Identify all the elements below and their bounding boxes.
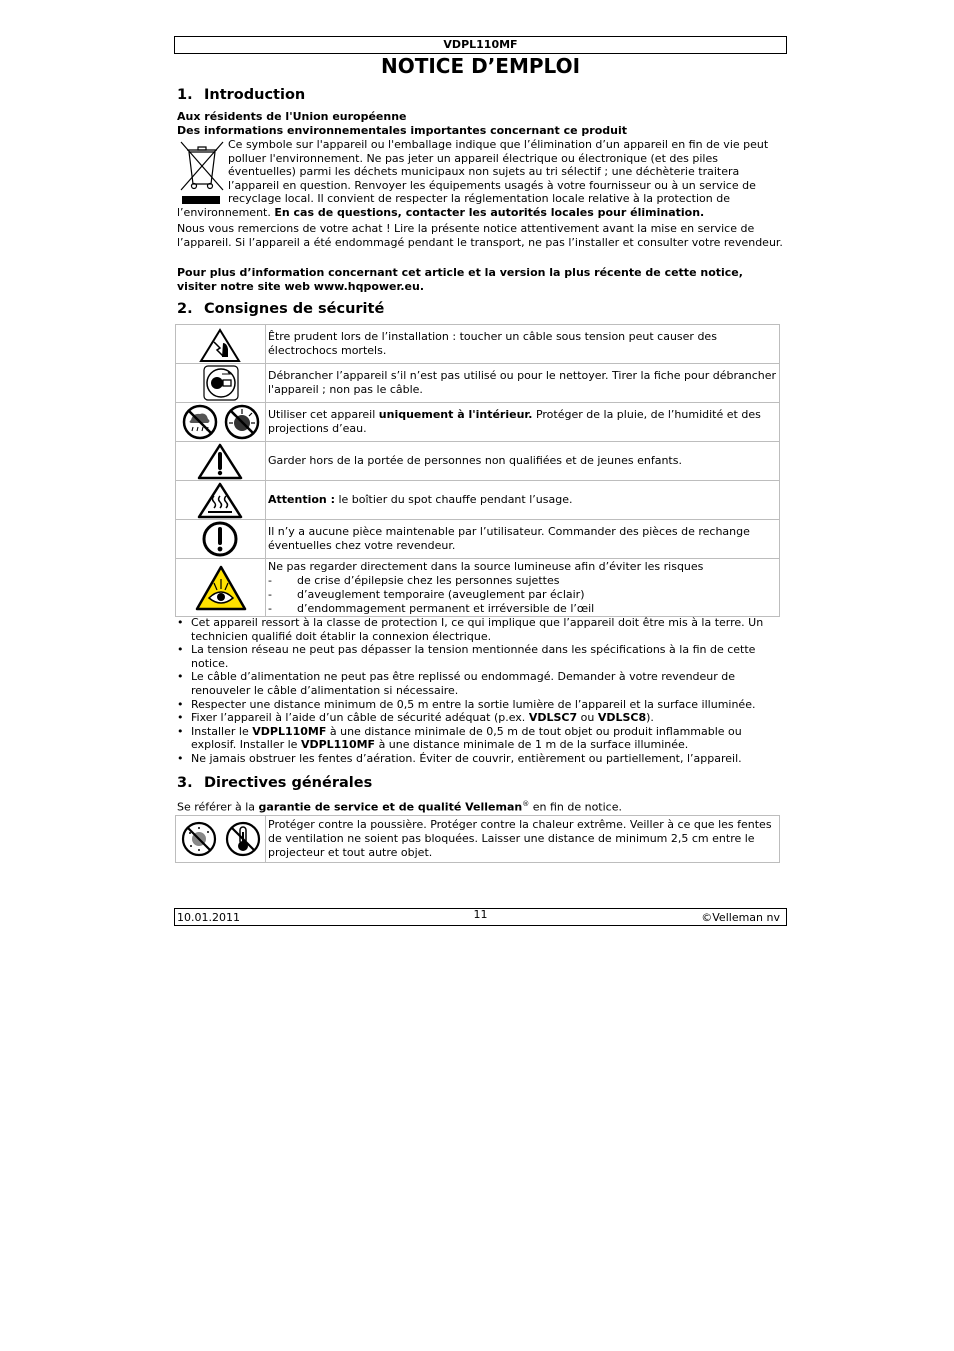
safety-row <box>176 325 780 364</box>
unplug-icon <box>176 364 266 403</box>
section-number: 2. <box>177 301 193 317</box>
bullet-bold: VDPL110MF <box>252 724 327 738</box>
list-item: • Respecter une distance minimum de 0,5 m entre la sortie lumière de l’appareil et la surface illuminée. <box>177 698 783 712</box>
dash: - <box>268 574 272 587</box>
safety-row <box>176 364 780 403</box>
dash: - <box>268 602 272 615</box>
list-item: • Cet appareil ressort à la classe de protection I, ce qui implique que l’appareil doit être mis à la terre. Un technicien qualifié doit établir la connexion électrique. <box>177 616 783 643</box>
eye-risk-item: d’endommagement permanent et irréversible de l’œil <box>297 602 595 615</box>
general-text: Protéger contre la poussière. Protéger contre la chaleur extrême. Veiller à ce que les fentes de ventilation ne soient pas bloquées. Laisser une distance de minimum 2,5 cm entre le projecteur et tout autre objet. <box>266 816 780 863</box>
safety-row <box>176 559 780 617</box>
header-model: VDPL110MF <box>174 36 787 54</box>
warranty-pre: Se référer à la <box>177 800 259 814</box>
eye-danger-icon <box>176 559 266 617</box>
footer <box>174 908 787 926</box>
bullet-text: Installer le <box>191 724 253 738</box>
safety-text: Garder hors de la portée de personnes non qualifiées et de jeunes enfants. <box>266 442 780 481</box>
safety-bullets <box>177 616 783 766</box>
section-general-heading <box>177 774 372 792</box>
safety-row <box>176 520 780 559</box>
section-title: Consignes de sécurité <box>204 301 385 317</box>
safety-table <box>175 324 780 617</box>
list-item: • Le câble d’alimentation ne peut pas être replissé ou endommagé. Demander à votre revendeur de renouveler le câble d’alimentation si nécessaire. <box>177 670 783 697</box>
list-item <box>177 711 783 725</box>
more-info-paragraph: Pour plus d’information concernant cet article et la version la plus récente de cette notice, visiter notre site web www.hqpower.eu. <box>177 266 743 293</box>
footer-date: 10.01.2011 <box>177 911 240 924</box>
safety-text <box>266 481 780 520</box>
general-row <box>176 816 780 863</box>
safety-text-bold: Attention : <box>268 493 335 506</box>
warning-triangle-icon <box>176 442 266 481</box>
safety-text: Être prudent lors de l’installation : toucher un câble sous tension peut causer des électrochocs mortels. <box>266 325 780 364</box>
warranty-post: en fin de notice. <box>529 800 622 814</box>
hot-surface-icon <box>176 481 266 520</box>
section-number: 1. <box>177 87 193 103</box>
section-intro-heading <box>177 86 305 104</box>
no-serviceable-parts-icon <box>176 520 266 559</box>
eye-risk-item: d’aveuglement temporaire (aveuglement par éclair) <box>297 588 585 601</box>
safety-row <box>176 442 780 481</box>
bullet-text: ou <box>577 711 598 725</box>
safety-text <box>266 559 780 617</box>
bullet-bold: VDLSC7 <box>528 711 578 725</box>
section-title: Introduction <box>204 87 306 103</box>
safety-text <box>266 403 780 442</box>
list-item: • Ne jamais obstruer les fentes d’aération. Éviter de couvrir, entièrement ou partiellement, l’appareil. <box>177 752 783 766</box>
safety-text-post: Protéger de la pluie, de l’humidité et des projections d’eau. <box>268 408 761 435</box>
bullet-text: à une distance minimale de 1 m de la surface illuminée. <box>375 738 689 752</box>
weee-paragraph <box>177 138 783 220</box>
bullet-bold: VDPL110MF <box>300 738 376 752</box>
registered-mark: ® <box>522 800 530 808</box>
warranty-bold: garantie de service et de qualité Velleman <box>258 800 523 814</box>
thanks-paragraph: Nous vous remercions de votre achat ! Lire la présente notice attentivement avant la mise en service de l’appareil. Si l’appareil a été endommagé pendant le transport, ne pas l’installer et consulter votre revendeur. <box>177 222 783 249</box>
list-item: • La tension réseau ne peut pas dépasser la tension mentionnée dans les spécifications à la fin de cette notice. <box>177 643 783 670</box>
bullet-bold: VDLSC8 <box>597 711 647 725</box>
page-number: 11 <box>473 908 488 921</box>
weee-bold-text: En cas de questions, contacter les autorités locales pour élimination. <box>274 205 705 219</box>
eye-warning-text: Ne pas regarder directement dans la source lumineuse afin d’éviter les risques <box>268 560 704 573</box>
section-number: 3. <box>177 775 193 791</box>
footer-copyright: ©Velleman nv <box>701 911 780 924</box>
safety-text-bold: uniquement à l'intérieur. <box>378 408 533 421</box>
weee-text: Ce symbole sur l'appareil ou l'emballage indique que l’élimination d’un appareil en fin de vie peut polluer l'environnement. Ne pas jeter un appareil électrique ou électronique (et des piles éventuelles) parmi les déchets municipaux non sujets au tri sélectif ; une déchèterie traitera l’appareil en question. Renvoyer les équipements usagés à votre fournisseur ou à un service de recyclage local. Il convient de respecter la réglementation locale relative à la protection de l’environnement. <box>177 138 769 219</box>
page-title: NOTICE D’EMPLOI <box>380 54 581 78</box>
bullet-text: à une distance minimale de 0,5 m de tout objet ou produit inflammable ou explosif. Installer le <box>191 724 742 752</box>
no-water-icon <box>223 403 261 441</box>
list-item <box>268 574 777 588</box>
safety-row <box>176 403 780 442</box>
general-table <box>175 815 780 863</box>
bullet-text: Fixer l’appareil à l’aide d’un câble de sécurité adéquat (p.ex. <box>191 711 529 725</box>
weee-bin-icon <box>177 138 227 204</box>
eu-line-1: Aux résidents de l'Union européenne <box>177 110 407 123</box>
section-safety-heading <box>177 300 384 318</box>
bullet-text: ). <box>646 711 654 725</box>
thermometer-icon <box>224 820 262 858</box>
safety-text: Débrancher l’appareil s’il n’est pas utilisé ou pour le nettoyer. Tirer la fiche pour débrancher l'appareil ; non pas le câble. <box>266 364 780 403</box>
electric-shock-icon <box>176 325 266 364</box>
safety-text-pre: Utiliser cet appareil <box>268 408 379 421</box>
safety-text-post: le boîtier du spot chauffe pendant l’usage. <box>334 493 573 506</box>
eu-line-2: Des informations environnementales importantes concernant ce produit <box>177 124 627 137</box>
safety-row <box>176 481 780 520</box>
warranty-line <box>177 798 785 814</box>
safety-text: Il n’y a aucune pièce maintenable par l’utilisateur. Commander des pièces de rechange éventuelles chez votre revendeur. <box>266 520 780 559</box>
section-title: Directives générales <box>204 775 373 791</box>
eye-risk-item: de crise d’épilepsie chez les personnes sujettes <box>297 574 560 587</box>
no-dust-icon <box>180 820 218 858</box>
list-item <box>177 725 783 752</box>
no-rain-icon <box>181 403 219 441</box>
list-item <box>268 602 777 616</box>
dash: - <box>268 588 272 601</box>
list-item <box>268 588 777 602</box>
